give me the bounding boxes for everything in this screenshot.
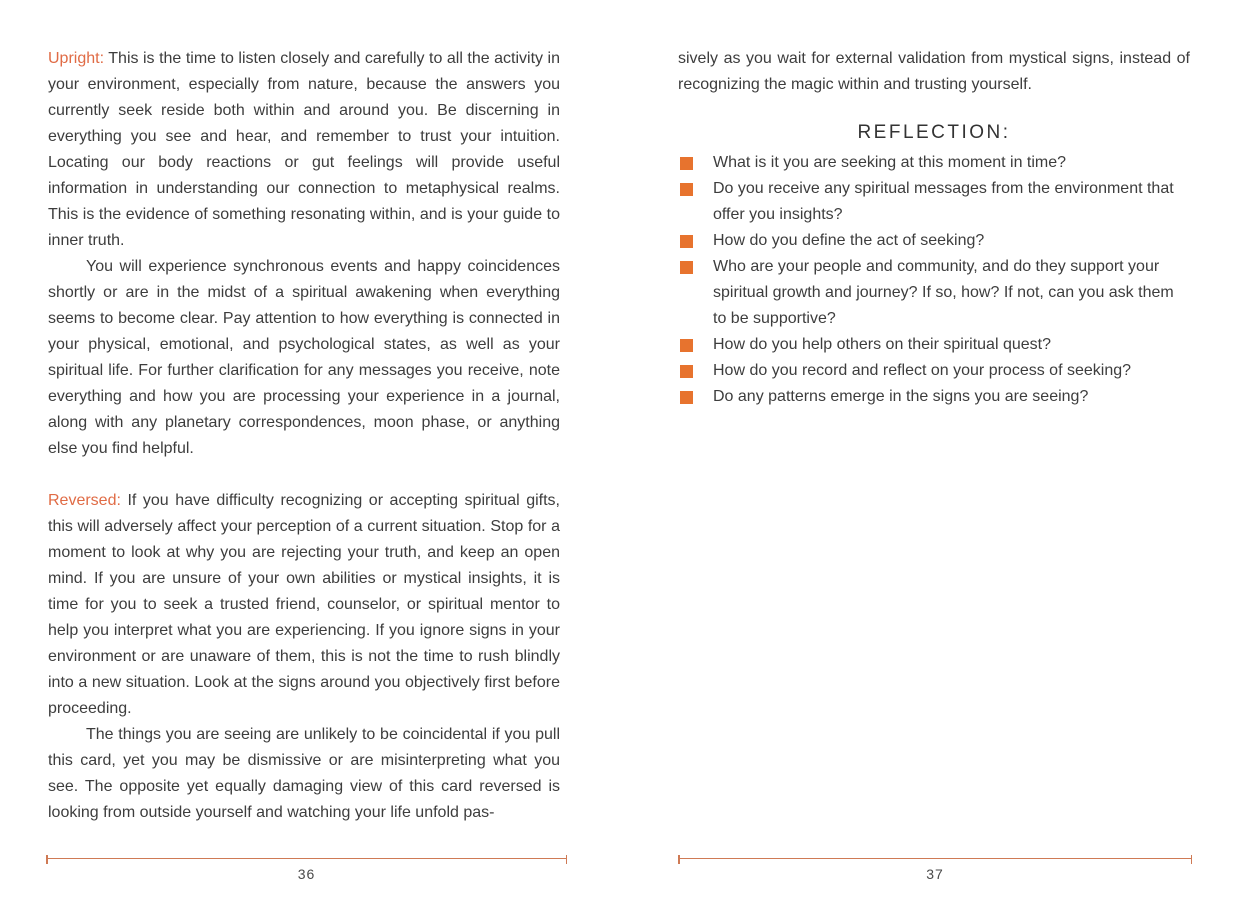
bullet-square-icon [680,339,693,352]
bullet-square-icon [680,235,693,248]
upright-paragraph [48,46,560,254]
page-footer-right [678,858,1192,882]
bullet-square-icon [680,391,693,404]
upright-label: Upright: [48,50,105,67]
reversed-paragraph-2: The things you are seeing are unlikely to be coincidental if you pull this card, yet you may be dismissive or are misinterpreting what you see. The opposite yet equally damaging view of this card reversed is looking from outside yourself and watching your life unfold pas- [48,726,560,821]
continuation-paragraph: sively as you wait for external validation from mystical signs, instead of recognizing the magic within and trusting yourself. [678,50,1190,93]
upright-text: This is the time to listen closely and carefully to all the activity in your environment, especially from nature, because the answers you currently seek reside both within and around you. Be discerning in everything you see and hear, and remember to trust your intuition. Locating our body reactions or gut feelings will provide useful information in understanding our connection to metaphysical realms. This is the evidence of something resonating within, and is your guide to inner truth. [48,50,561,249]
reflection-item: How do you help others on their spiritual quest? [678,332,1190,358]
bullet-square-icon [680,365,693,378]
upright-paragraph-2: You will experience synchronous events and happy coincidences shortly or are in the midst of a spiritual awakening when everything seems to become clear. Pay attention to how everything is connected in your physical, emotional, and psychological states, as well as your spiritual life. For further clarification for any messages you receive, note everything and how you are processing your experience in a journal, along with any planetary correspondences, moon phase, or anything else you find helpful. [48,258,560,457]
reflection-item: Do any patterns emerge in the signs you are seeing? [678,384,1190,410]
bullet-square-icon [680,157,693,170]
reversed-paragraph [48,488,560,722]
footer-rule [46,858,567,859]
reflection-item: How do you define the act of seeking? [678,228,1190,254]
bullet-square-icon [680,261,693,274]
reversed-text: If you have difficulty recognizing or accepting spiritual gifts, this will adversely affect your perception of a current situation. Stop for a moment to look at why you are rejecting your truth, and keep an open mind. If you are unsure of your own abilities or mystical insights, it is time for you to seek a trusted friend, counselor, or spiritual mentor to help you interpret what you are experiencing. If you ignore signs in your environment or are unaware of them, this is not the time to rush blindly into a new situation. Look at the signs around you objectively first before proceeding. [48,492,560,717]
page-number: 36 [297,866,316,882]
page-number: 37 [926,866,944,882]
reflection-item: How do you record and reflect on your process of seeking? [678,358,1190,384]
reflection-item: Who are your people and community, and do they support your spiritual growth and journey? If so, how? If not, can you ask them to be supportive? [678,254,1190,332]
reflection-heading: REFLECTION: [857,122,1011,143]
page-footer-left [46,858,567,882]
bullet-square-icon [680,183,693,196]
reflection-item: Do you receive any spiritual messages from the environment that offer you insights? [678,176,1190,228]
reflection-item: What is it you are seeking at this moment in time? [678,150,1190,176]
reversed-label: Reversed: [48,492,121,509]
page-37 [619,0,1238,919]
reflection-list [678,150,1190,410]
footer-rule [678,858,1192,859]
